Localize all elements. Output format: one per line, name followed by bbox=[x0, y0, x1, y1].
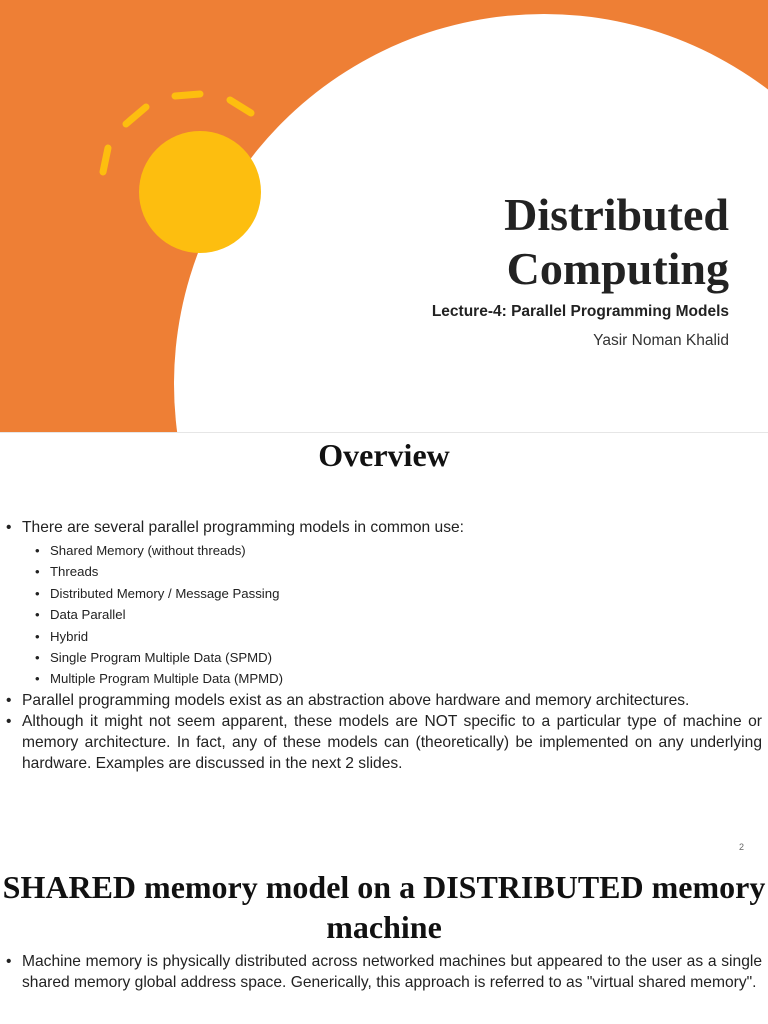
bullet-item bbox=[6, 517, 762, 690]
sub-bullet-item: • Threads bbox=[22, 561, 762, 582]
author-name: Yasir Noman Khalid bbox=[593, 332, 729, 349]
bullet-text: There are several parallel programming models in common use: bbox=[22, 519, 465, 536]
bullet-list bbox=[6, 517, 762, 774]
slide-title: Distributed Computing bbox=[504, 189, 729, 294]
bullet-text: Machine memory is physically distributed across networked machines but appeared to the user as a single shared memory global address space. Generically, this approach is referred to as "virtual shared memory". bbox=[22, 953, 762, 991]
sun-ray-3 bbox=[175, 94, 200, 96]
shared-memory-slide bbox=[0, 864, 768, 1024]
bullet-item bbox=[6, 951, 762, 993]
bullet-item bbox=[6, 711, 762, 774]
page-number: 2 bbox=[738, 842, 744, 852]
slide-subtitle: Lecture-4: Parallel Programming Models bbox=[431, 303, 729, 320]
sub-bullet-item: • Hybrid bbox=[22, 626, 762, 647]
sun-ray-1 bbox=[103, 148, 108, 172]
sun-ray-2 bbox=[126, 107, 146, 124]
sub-bullet-list bbox=[22, 540, 762, 690]
sub-bullet-item: • Distributed Memory / Message Passing bbox=[22, 583, 762, 604]
sub-bullet-item: • Shared Memory (without threads) bbox=[22, 540, 762, 561]
slide-heading: Overview bbox=[318, 437, 450, 473]
sub-bullet-item: • Multiple Program Multiple Data (MPMD) bbox=[22, 668, 762, 689]
bullet-text: Although it might not seem apparent, these models are NOT specific to a particular type of machine or memory architecture. In fact, any of these models can (theoretically) be implemented on any underlying hardware. Examples are discussed in the next 2 slides. bbox=[22, 712, 762, 772]
bullet-list bbox=[6, 951, 762, 993]
sun-ray-4 bbox=[230, 100, 251, 113]
bullet-item bbox=[6, 690, 762, 711]
sub-bullet-item: • Single Program Multiple Data (SPMD) bbox=[22, 647, 762, 668]
overview-slide bbox=[0, 432, 768, 864]
sub-bullet-item: • Data Parallel bbox=[22, 604, 762, 625]
slide-heading: SHARED memory model on a DISTRIBUTED memory machine bbox=[2, 869, 766, 945]
title-slide bbox=[0, 0, 768, 432]
sun-circle-shape bbox=[139, 131, 261, 253]
bullet-text: Parallel programming models exist as an abstraction above hardware and memory architectures. bbox=[22, 691, 690, 709]
